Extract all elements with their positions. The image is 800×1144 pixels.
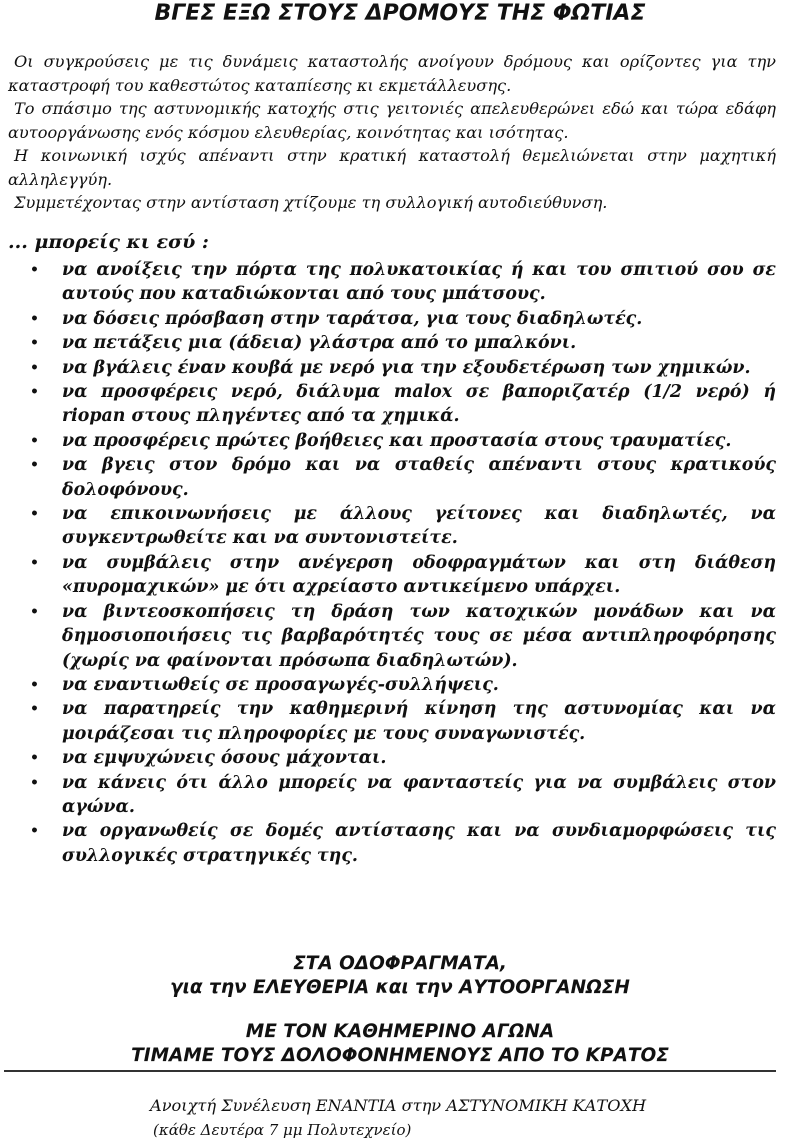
- bullet-icon: •: [30, 384, 39, 401]
- intro-paragraph: Το σπάσιμο της αστυνομικής κατοχής στις γειτονιές απελευθερώνει εδώ και τώρα εδάφη αυτοοργάνωσης ενός κόσμου ελευθερίας, κοινότητας και ισότητας.: [8, 99, 776, 142]
- closing-slogan-1: [0, 952, 800, 1000]
- bullet-icon: •: [30, 750, 39, 767]
- divider: [4, 1070, 776, 1072]
- closing-line: ΜΕ ΤΟΝ ΚΑΘΗΜΕΡΙΝΟ ΑΓΩΝΑ: [245, 1021, 555, 1042]
- bullet-icon: •: [30, 774, 39, 791]
- list-item-text: να βγεις στον δρόμο και να σταθείς απέναντι στους κρατικούς δολοφόνους.: [62, 455, 776, 500]
- footer-line: Ανοιχτή Συνέλευση ΕΝΑΝΤΙΑ στην ΑΣΤΥΝΟΜΙΚΗ ΚΑΤΟΧΗ: [150, 1096, 647, 1115]
- list-item: [0, 673, 776, 697]
- bullet-icon: •: [30, 310, 39, 327]
- list-item-text: να επικοινωνήσεις με άλλους γείτονες και διαδηλωτές, να συγκεντρωθείτε και να συντονιστείτε.: [62, 504, 776, 549]
- closing-slogan-2: [0, 1020, 800, 1068]
- list-item-text: να προσφέρεις πρώτες βοήθειες και προστασία στους τραυματίες.: [62, 430, 732, 451]
- list-item-text: να προσφέρεις νερό, διάλυμα malox σε βαποριζατέρ (1/2 νερό) ή riopan στους πληγέντες από τα χημικά.: [62, 382, 776, 427]
- list-item-text: να εμψυχώνεις όσους μάχονται.: [62, 748, 387, 769]
- list-item: [0, 697, 776, 746]
- list-item: [0, 771, 776, 820]
- bullet-icon: •: [30, 823, 39, 840]
- action-list: [0, 258, 776, 868]
- section-heading: ... μπορείς κι εσύ :: [8, 231, 209, 253]
- list-item-text: να οργανωθείς σε δομές αντίστασης και να συνδιαμορφώσεις τις συλλογικές στρατηγικές της.: [62, 821, 776, 866]
- list-item: [0, 356, 776, 380]
- intro-paragraph: Συμμετέχοντας στην αντίσταση χτίζουμε τη συλλογική αυτοδιεύθυνση.: [14, 193, 608, 212]
- bullet-icon: •: [30, 457, 39, 474]
- page-title: ΒΓΕΣ ΕΞΩ ΣΤΟΥΣ ΔΡΟΜΟΥΣ ΤΗΣ ΦΩΤΙΑΣ: [154, 1, 646, 26]
- list-item: [0, 551, 776, 600]
- bullet-icon: •: [30, 603, 39, 620]
- closing-line: για την ΕΛΕΥΘΕΡΙΑ και την ΑΥΤΟΟΡΓΑΝΩΣΗ: [170, 977, 630, 998]
- list-item-text: να πετάξεις μια (άδεια) γλάστρα από το μπαλκόνι.: [62, 333, 577, 354]
- list-item: [0, 819, 776, 868]
- closing-line: ΤΙΜΑΜΕ ΤΟΥΣ ΔΟΛΟΦΟΝΗΜΕΝΟΥΣ ΑΠΟ ΤΟ ΚΡΑΤΟΣ: [131, 1045, 669, 1066]
- bullet-icon: •: [30, 359, 39, 376]
- list-item-text: να βγάλεις έναν κουβά με νερό για την εξουδετέρωση των χημικών.: [62, 357, 751, 378]
- list-item: [0, 600, 776, 673]
- intro-text: [8, 50, 776, 215]
- bullet-icon: •: [30, 554, 39, 571]
- intro-paragraph: Η κοινωνική ισχύς απέναντι στην κρατική καταστολή θεμελιώνεται στην μαχητική αλληλεγγύη.: [8, 146, 776, 189]
- list-item: [0, 502, 776, 551]
- list-item-text: να εναντιωθείς σε προσαγωγές-συλλήψεις.: [62, 674, 499, 695]
- list-item: [0, 746, 776, 770]
- list-item-text: να συμβάλεις στην ανέγερση οδοφραγμάτων και στη διάθεση «πυρομαχικών» με ότι αχρείαστο αντικείμενο υπάρχει.: [62, 552, 776, 598]
- list-item: [0, 453, 776, 502]
- bullet-icon: •: [30, 432, 39, 449]
- list-item-text: να κάνεις ότι άλλο μπορείς να φανταστείς για να συμβάλεις στον αγώνα.: [62, 772, 776, 817]
- list-item: [0, 380, 776, 429]
- footer-line: (κάθε Δευτέρα 7 μμ Πολυτεχνείο): [153, 1121, 412, 1139]
- list-item: [0, 429, 776, 453]
- list-item-text: να βιντεοσκοπήσεις τη δράση των κατοχικών μονάδων και να δημοσιοποιήσεις τις βαρβαρότητές τους σε μέσα αντιπληροφόρησης (χωρίς να φαίνονται πρόσωπα διαδηλωτών).: [62, 601, 776, 671]
- list-item: [0, 331, 776, 355]
- bullet-icon: •: [30, 335, 39, 352]
- list-item: [0, 307, 776, 331]
- list-item: [0, 258, 776, 307]
- list-item-text: να δόσεις πρόσβαση στην ταράτσα, για τους διαδηλωτές.: [62, 308, 643, 329]
- footer-signature: [150, 1094, 646, 1142]
- list-item-text: να ανοίξεις την πόρτα της πολυκατοικίας ή και του σπιτιού σου σε αυτούς που καταδιώκονται από τους μπάτσους.: [62, 260, 776, 305]
- bullet-icon: •: [30, 701, 39, 718]
- bullet-icon: •: [30, 506, 39, 523]
- intro-paragraph: Οι συγκρούσεις με τις δυνάμεις καταστολής ανοίγουν δρόμους και ορίζοντες για την καταστροφή του καθεστώτος καταπίεσης κι εκμετάλλευσης.: [8, 52, 776, 95]
- bullet-icon: •: [30, 262, 39, 278]
- list-item-text: να παρατηρείς την καθημερινή κίνηση της αστυνομίας και να μοιράζεσαι τις πληροφορίες με τους συναγωνιστές.: [62, 699, 776, 744]
- closing-line: ΣΤΑ ΟΔΟΦΡΑΓΜΑΤΑ,: [293, 953, 507, 974]
- bullet-icon: •: [30, 676, 39, 693]
